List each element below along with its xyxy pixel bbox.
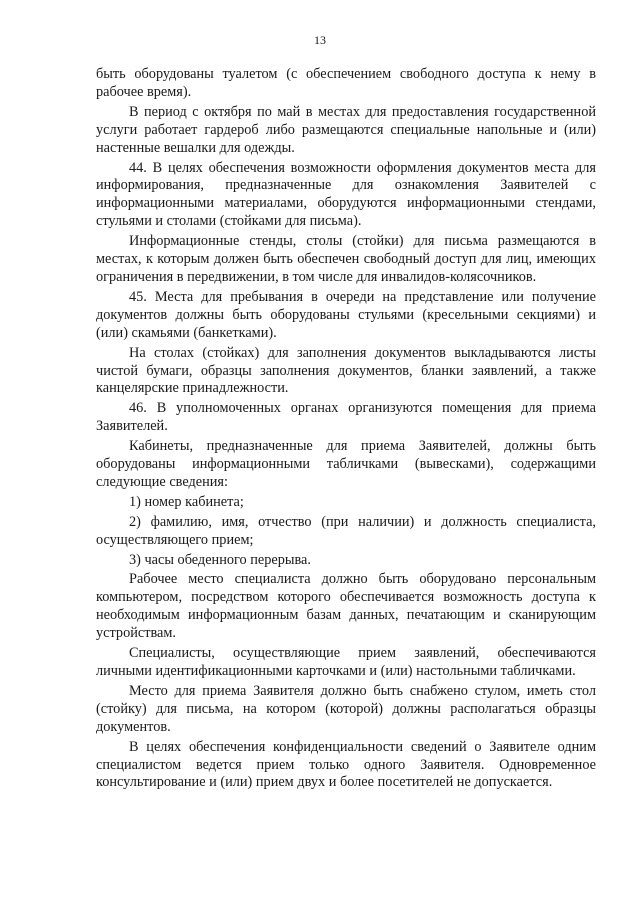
- body-text: [96, 66, 596, 792]
- list-item-2: 2) фамилию, имя, отчество (при наличии) и должность специалиста, осуществляющего прием;: [96, 513, 596, 548]
- paragraph-wardrobe: В период с октября по май в местах для предоставления государственной услуги работает гардероб либо размещаются специальные напольные и (или) настенные вешалки для одежды.: [96, 103, 596, 156]
- paragraph-44: 44. В целях обеспечения возможности оформления документов места для информирования, предназначенные для ознакомления Заявителей с информационными материалами, оборудуются информационными стендами, стульями и столами (стойками для письма).: [96, 159, 596, 230]
- paragraph-reception-place: Место для приема Заявителя должно быть снабжено стулом, иметь стол (стойку) для письма, на котором (которой) должны располагаться образцы документов.: [96, 682, 596, 735]
- list-item-1: 1) номер кабинета;: [129, 493, 244, 510]
- paragraph-tables: На столах (стойках) для заполнения документов выкладываются листы чистой бумаги, образцы заполнения документов, бланки заявлений, а также канцелярские принадлежности.: [96, 344, 596, 397]
- paragraph-info-stands: Информационные стенды, столы (стойки) для письма размещаются в местах, к которым должен быть обеспечен свободный доступ для лиц, имеющих ограничения в передвижении, в том числе для инвалидов-колясочников.: [96, 233, 596, 285]
- paragraph-specialists: Специалисты, осуществляющие прием заявлений, обеспечиваются личными идентификационными карточками и (или) настольными табличками.: [96, 645, 596, 679]
- paragraph-confidentiality: В целях обеспечения конфиденциальности сведений о Заявителе одним специалистом ведется прием только одного Заявителя. Одновременное консультирование и (или) прием двух и более посетителей не допускается.: [96, 738, 596, 791]
- page-number: 13: [314, 33, 326, 47]
- paragraph-46: 46. В уполномоченных органах организуются помещения для приема Заявителей.: [96, 400, 596, 435]
- paragraph-45: 45. Места для пребывания в очереди на представление или получение документов должны быть оборудованы стульями (кресельными секциями) и (или) скамьями (банкетками).: [96, 288, 596, 341]
- paragraph-workplace: Рабочее место специалиста должно быть оборудовано персональным компьютером, посредством которого обеспечивается возможность доступа к необходимым информационным базам данных, печатающим и сканирующим устройствам.: [96, 571, 596, 642]
- paragraph-continuation: быть оборудованы туалетом (с обеспечением свободного доступа к нему в рабочее время).: [96, 66, 596, 100]
- list-item-3: 3) часы обеденного перерыва.: [129, 551, 311, 568]
- paragraph-cabinets: Кабинеты, предназначенные для приема Заявителей, должны быть оборудованы информационными табличками (вывесками), содержащими следующие сведения:: [96, 438, 596, 490]
